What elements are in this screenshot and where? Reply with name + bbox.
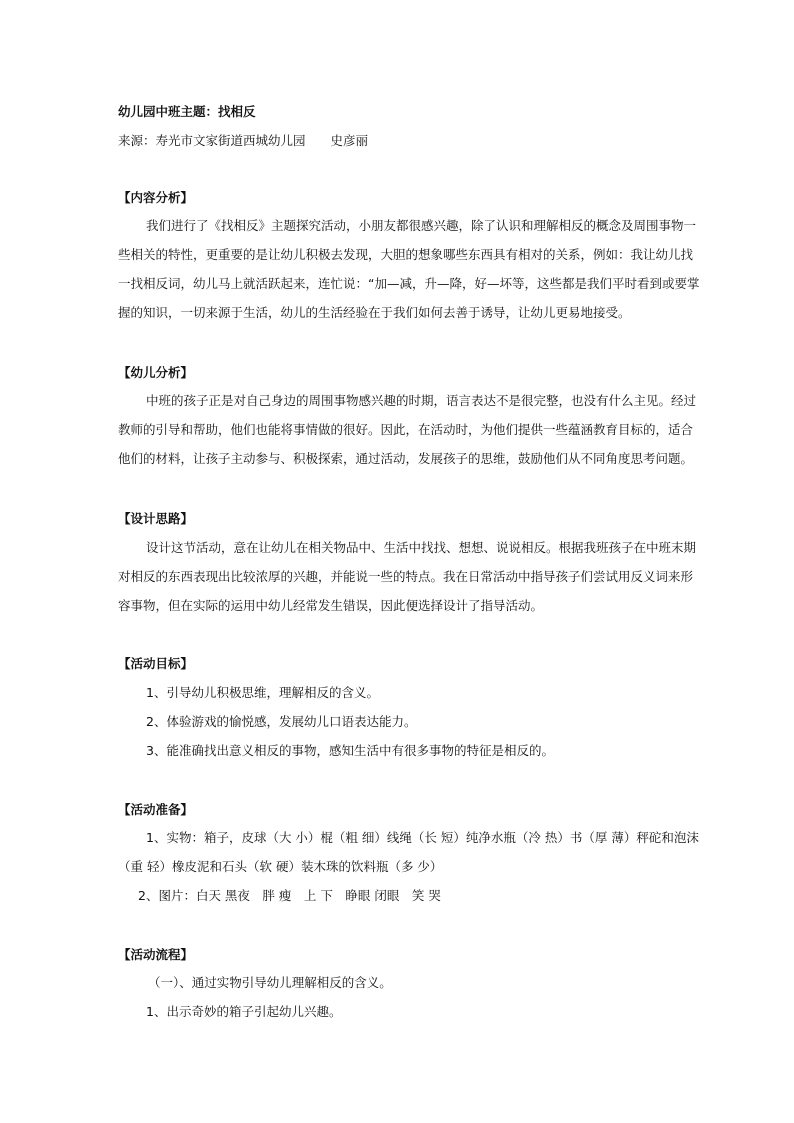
list-item: 1、引导幼儿积极思维，理解相反的含义。 [146,685,379,700]
list-item-continued: （重 轻）橡皮泥和石头（软 硬）装木珠的饮料瓶（多 少） [118,859,443,874]
paragraph-line: 教师的引导和帮助，他们也能将事情做的很好。因此，在活动时，为他们提供一些蕴涵教育目标的，适合 [118,422,694,437]
heading-design-idea: 【设计思路】 [118,511,194,526]
paragraph-line: 我们进行了《找相反》主题探究活动，小朋友都很感兴趣，除了认识和理解相反的概念及周围事物一 [146,218,697,233]
list-item: 3、能准确找出意义相反的事物，感知生活中有很多事物的特征是相反的。 [146,743,554,758]
heading-content-analysis: 【内容分析】 [118,190,194,205]
paragraph-line: 一找相反词，幼儿马上就活跃起来，连忙说：“加—减，升—降，好—坏等，这些都是我们平时看到或要掌 [118,276,700,291]
doc-title: 幼儿园中班主题：找相反 [118,104,256,119]
list-item: （一）、通过实物引导幼儿理解相反的含义。 [148,975,392,990]
heading-goals: 【活动目标】 [118,656,194,671]
paragraph-line: 他们的材料，让孩子主动参与、积极探索，通过活动，发展孩子的思维，鼓励他们从不同角度思考问题。 [118,451,694,466]
heading-preparation: 【活动准备】 [118,802,194,817]
paragraph-line: 设计这节活动，意在让幼儿在相关物品中、生活中找找、想想、说说相反。根据我班孩子在中班末期 [146,540,697,555]
list-item: 2、体验游戏的愉悦感，发展幼儿口语表达能力。 [146,714,417,729]
paragraph-line: 握的知识，一切来源于生活，幼儿的生活经验在于我们如何去善于诱导，让幼儿更易地接受。 [118,305,631,320]
paragraph-line: 容事物，但在实际的运用中幼儿经常发生错误，因此便选择设计了指导活动。 [118,598,544,613]
paragraph-line: 中班的孩子正是对自己身边的周围事物感兴趣的时期，语言表达不是很完整，也没有什么主见。经过 [146,393,697,408]
list-item: 2、图片：白天 黑夜 胖 瘦 上 下 睁眼 闭眼 笑 哭 [138,888,441,903]
list-item: 1、实物：箱子，皮球（大 小）棍（粗 细）线绳（长 短）纯净水瓶（冷 热）书（厚 薄）秤砣和泡沫 [146,830,699,845]
heading-process: 【活动流程】 [118,947,194,962]
paragraph-line: 对相反的东西表现出比较浓厚的兴趣，并能说一些的特点。我在日常活动中指导孩子们尝试用反义词来形 [118,569,694,584]
paragraph-line: 些相关的特性，更重要的是让幼儿积极去发现，大胆的想象哪些东西具有相对的关系，例如：我让幼儿找 [118,247,694,262]
heading-child-analysis: 【幼儿分析】 [118,365,194,380]
list-item: 1、出示奇妙的箱子引起幼儿兴趣。 [146,1004,342,1019]
doc-source: 来源：寿光市文家街道西城幼儿园 史彦丽 [118,133,369,148]
